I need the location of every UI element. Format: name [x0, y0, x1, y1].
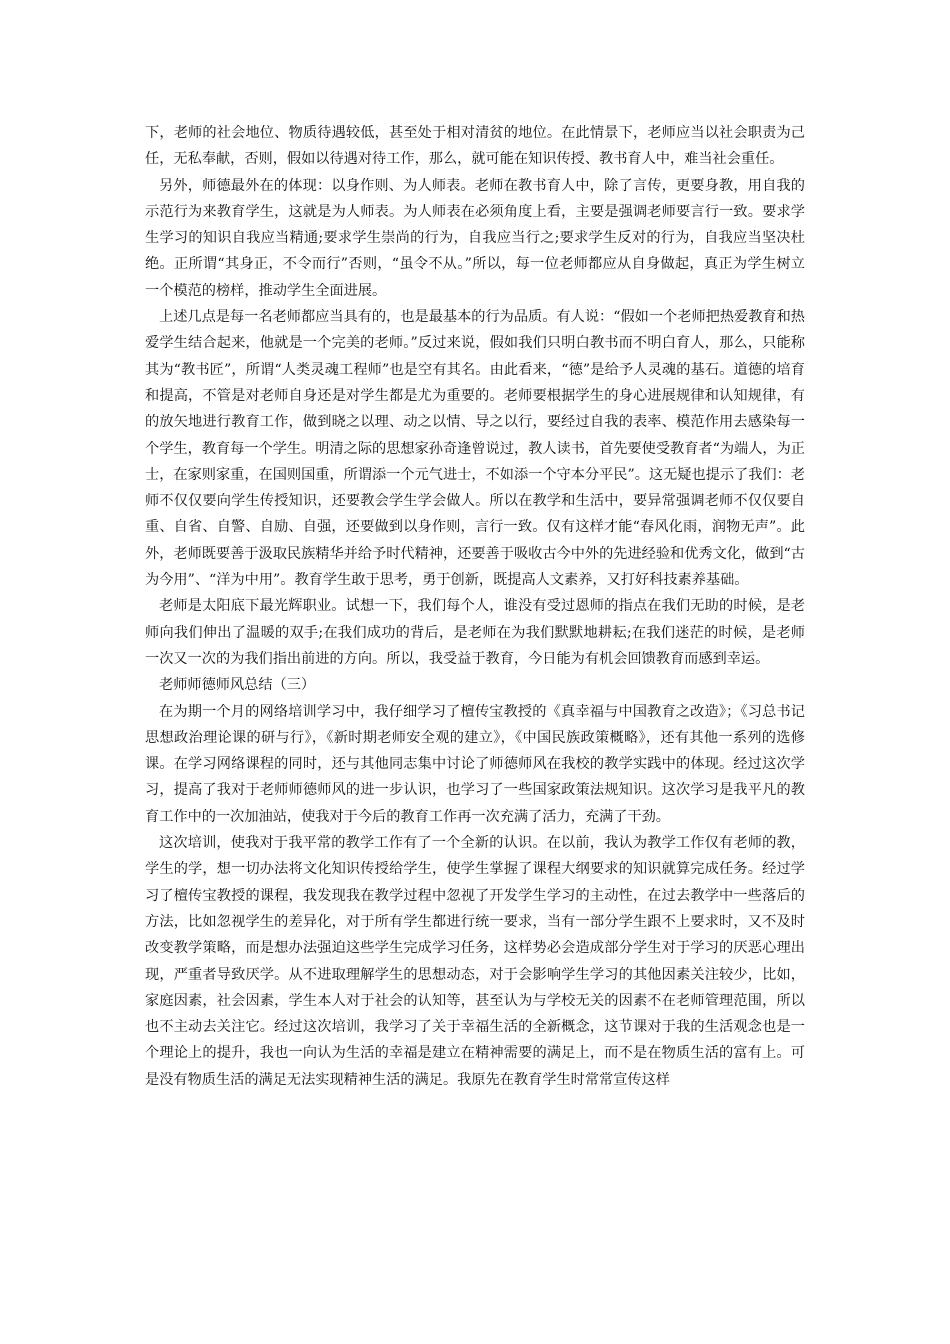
- paragraph-1: 下，老师的社会地位、物质待遇较低，甚至处于相对清贫的地位。在此情景下，老师应当以社会职责为己任，无私奉献，否则，假如以待遇对待工作，那么，就可能在知识传授、教书育人中，难当社会重任。: [145, 125, 805, 168]
- document-page: [145, 120, 805, 1093]
- paragraph-2: 另外，师德最外在的体现：以身作则、为人师表。老师在教书育人中，除了言传，更要身教，用自我的示范行为来教育学生，这就是为人师表。为人师表在必须角度上看，主要是强调老师要言行一致。要求学生学习的知识自我应当精通;要求学生崇尚的行为，自我应当行之;要求学生反对的行为，自我应当坚决杜绝。正所谓“其身正，不令而行”否则，“虽令不从。”所以，每一位老师都应从自身做起，真正为学生树立一个模范的榜样，推动学生全面进展。: [145, 177, 805, 299]
- section-heading: 老师师德师风总结（三）: [159, 677, 316, 694]
- paragraph-3: 上述几点是每一名老师都应当具有的，也是最基本的行为品质。有人说：“假如一个老师把热爱教育和热爱学生结合起来，他就是一个完美的老师。”反过来说，假如我们只明白教书而不明白育人，那么，只能称其为“教书匠”，所谓“人类灵魂工程师”也是空有其名。由此看来，“德”是给予人灵魂的基石。道德的培育和提高，不管是对老师自身还是对学生都是尤为重要的。老师要根据学生的身心进展规律和认知规律，有的放矢地进行教育工作，做到晓之以理、动之以情、导之以行，要经过自我的表率、模范作用去感染每一个学生，教育每一个学生。明清之际的思想家孙奇逢曾说过，教人读书，首先要使受教育者“为端人，为正士，在家则家重，在国则国重，所谓添一个元气进士，不如添一个守本分平民”。这无疑也提示了我们：老师不仅仅要向学生传授知识，还要教会学生学会做人。所以在教学和生活中，要异常强调老师不仅仅要自重、自省、自警、自励、自强，还要做到以身作则，言行一致。仅有这样才能“春风化雨，润物无声”。此外，老师既要善于汲取民族精华并给予时代精神，还要善于吸收古今中外的先进经验和优秀文化，做到“古为今用”、“洋为中用”。教育学生敢于思考，勇于创新，既提高人文素养，又打好科技素养基础。: [145, 309, 805, 589]
- paragraph-5: 在为期一个月的网络培训学习中，我仔细学习了檀传宝教授的《真幸福与中国教育之改造》；《习总书记思想政治理论课的研与行》，《新时期老师安全观的建立》，《中国民族政策概略》，还有其他一系列的选修课。在学习网络课程的同时，还与其他同志集中讨论了师德师风在我校的教学实践中的体现。经过这次学习，提高了我对于老师师德师风的进一步认识，也学习了一些国家政策法规知识。这次学习是我平凡的教育工作中的一次加油站，使我对于今后的教育工作再一次充满了活力，充满了干劲。: [145, 703, 805, 825]
- paragraph-6: 这次培训，使我对于我平常的教学工作有了一个全新的认识。在以前，我认为教学工作仅有老师的教，学生的学，想一切办法将文化知识传授给学生，使学生掌握了课程大纲要求的知识就算完成任务。经过学习了檀传宝教授的课程，我发现我在教学过程中忽视了开发学生学习的主动性，在过去教学中一些落后的方法，比如忽视学生的差异化，对于所有学生都进行统一要求，当有一部分学生跟不上要求时，又不及时改变教学策略，而是想办法强迫这些学生完成学习任务，这样势必会造成部分学生对于学习的厌恶心理出现，严重者导致厌学。从不进取理解学生的思想动态，对于会影响学生学习的其他因素关注较少，比如，家庭因素，社会因素，学生本人对于社会的认知等，甚至认为与学校无关的因素不在老师管理范围，所以也不主动去关注它。经过这次培训，我学习了关于幸福生活的全新概念，这节课对于我的生活观念也是一个理论上的提升，我也一向认为生活的幸福是建立在精神需要的满足上，而不是在物质生活的富有上。可是没有物质生活的满足无法实现精神生活的满足。我原先在教育学生时常常宣传这样: [145, 835, 805, 1088]
- paragraph-4: 老师是太阳底下最光辉职业。试想一下，我们每个人，谁没有受过恩师的指点在我们无助的时候，是老师向我们伸出了温暖的双手;在我们成功的背后，是老师在为我们默默地耕耘;在我们迷茫的时候，是老师一次又一次的为我们指出前进的方向。所以，我受益于教育，今日能为有机会回馈教育而感到幸运。: [145, 598, 805, 667]
